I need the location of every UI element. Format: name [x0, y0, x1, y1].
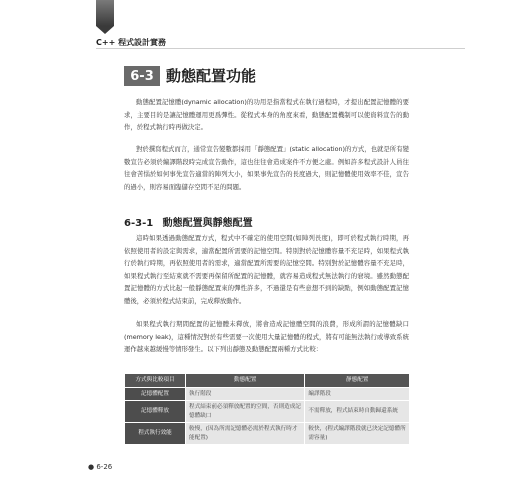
page-number — [88, 463, 112, 471]
section-number: 6-3 — [124, 66, 160, 86]
table-cell: 較快，(程式編譯階段就已決定記憶體所需容量) — [305, 423, 410, 445]
table-header: 靜態配置 — [305, 374, 410, 388]
table-row-header: 記憶體釋放 — [125, 401, 186, 423]
table-header: 方式與比較項目 — [125, 374, 186, 388]
header-rule — [96, 48, 465, 49]
subsection-heading — [124, 214, 253, 229]
table-header-row — [125, 374, 410, 388]
table-cell: 不需釋放，程式結束時自動歸還系統 — [305, 401, 410, 423]
paragraph-3: 這時如果透過動態配置方式，程式中不確定的使用空間(如陣列長度)，即可於程式執行時期，再依照使用者的設定與需求，適當配置所需要的記憶空間。特別對於記憶體容量不充足時，如果程式執行於執行時期，再依照使用者的需求，適當配置所需要的記憶空間。特別對於記憶體容量不充足時，如果程式執行至結束就不需要再保留所配置的記憶體，就容易造成程式無法執行的窘境。雖然動態配置記憶體的方式比起一般靜態配置來的彈性許多，不過還是有些意想不到的缺點，例如動態配置記憶體後，必須於程式結束前，完成釋放動作。 — [124, 234, 409, 305]
subsection-title: 動態配置與靜態配置 — [162, 218, 253, 229]
paragraph-1: 動態配置記憶體(dynamic allocation)的功用是指當程式在執行過程時，才提出配置記憶體的要求，主要目的是讓記憶體運用更爲彈性。從程式本身的角度來看，動態配置機制可以使資料宣告的動作，於程式執行時再做決定。 — [124, 98, 409, 132]
table-cell: 編譯階段 — [305, 387, 410, 401]
table-row — [125, 401, 410, 423]
subsection-number: 6-3-1 — [124, 218, 154, 229]
page-number-text: 6-26 — [96, 463, 113, 471]
table-cell: 執行階段 — [186, 387, 305, 401]
section-title: 動態配置功能 — [166, 67, 257, 85]
table-cell: 較慢，(因為所需記憶體必需於程式執行時才能配置) — [186, 423, 305, 445]
table-row-header: 程式執行效能 — [125, 423, 186, 445]
paragraph-4: 如果程式執行期間配置的記憶體未釋放，將會造成記憶體空間的浪費，形成所謂的記憶體缺口(memory leak)，這種情況對於有些需要一次使用大量記憶體的程式，將有可能無法執行或導致系統運作越來越緩慢等情形發生。以下列出靜態及動態配置兩種方式比較： — [124, 320, 409, 354]
table-header: 動態配置 — [186, 374, 305, 388]
book-title: C++ 程式設計實務 — [96, 38, 167, 47]
table-cell: 程式結束前必須釋放配置的空間，否則造成記憶體缺口 — [186, 401, 305, 423]
table-row — [125, 423, 410, 445]
chapter-tab-marker — [96, 0, 114, 26]
paragraph-2: 對於撰寫程式而言，通常宣告變數都採用「靜態配置」(static allocation)的方式，也就是所有變數宣告必須於編譯階段時完成宣告動作，這也往往會造成案件不方便之處。例如許多程式設計人員往往會苦惱於如何事先宣告適當的陣列大小，如果事先宣告的長度過大，則記憶體使用效率不佳，宣告的過小，則容易面臨儲存空間不足的問題。 — [124, 145, 409, 191]
page-bullet-icon: ● — [88, 463, 95, 471]
table-row-header: 記憶體配置 — [125, 387, 186, 401]
comparison-table — [124, 373, 410, 445]
table-row — [125, 387, 410, 401]
